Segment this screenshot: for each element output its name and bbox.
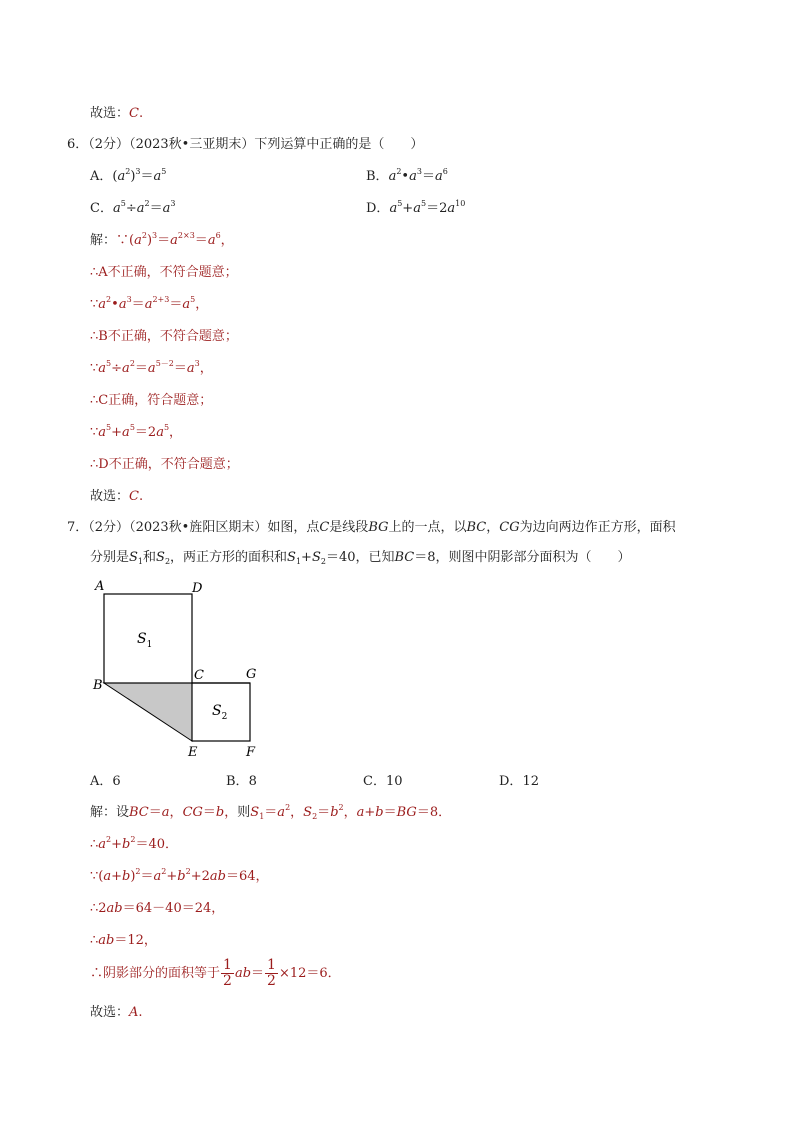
q7-solution-1: 解：设BC＝a，CG＝b，则$S_1=a^2$，$S_2=b^2$，a+b＝BG＝8．: [90, 803, 452, 821]
fraction-half: $\frac{1}{2}$: [267, 957, 276, 989]
q7-stem-line2: 分别是$S_1$和$S_2$，两正方形的面积和$S_1+S_2=40$，已知BC＝8，则图中阴影部分面积为（ ）: [90, 550, 631, 566]
q7-option-d: D．12: [499, 774, 539, 789]
q7-figure: [90, 574, 270, 764]
q6-option-b: B．$a^2•a^3=a^6$: [366, 167, 448, 184]
shaded-triangle: [104, 683, 192, 741]
q7-solution-3: $\because(a+b)^2=a^2+b^2+2ab=64$，: [90, 867, 269, 884]
label-b: B: [93, 678, 103, 693]
q6-solution-5: $\because a^5\div a^2=a^{5-2}=a^3$，: [90, 359, 213, 376]
label-s2: $S_2$: [212, 703, 228, 722]
label-g: G: [246, 667, 257, 682]
q7-option-a: A．6: [90, 774, 121, 789]
q6-solution-4: ∴B不正确，不符合题意；: [90, 329, 238, 344]
q6-solution-8: ∴D不正确，不符合题意；: [90, 457, 239, 472]
label-a: A: [95, 579, 105, 594]
q7-solution-4: ∴2ab＝64－40＝24，: [90, 901, 225, 916]
q7-solution-5: ∴ab＝12，: [90, 933, 157, 948]
q7-option-b: B．8: [226, 774, 257, 789]
q6-stem: 6．（2分）（2023秋•三亚期末）下列运算中正确的是（ ）: [67, 137, 424, 152]
q6-solution-6: ∴C正确，符合题意；: [90, 393, 213, 408]
label-s1: $S_1$: [137, 631, 153, 650]
label-c: C: [194, 668, 204, 683]
q7-solution-2: $\therefore a^2+b^2=40$．: [90, 835, 179, 852]
q6-option-c: C．$a^5\div a^2=a^3$: [90, 199, 176, 216]
q6-solution-2: ∴A不正确，不符合题意；: [90, 265, 238, 280]
q6-answer: 故选：C.: [90, 489, 144, 504]
square-s1: [104, 594, 192, 683]
label-e: E: [188, 745, 198, 760]
q5-answer: 故选：C.: [90, 106, 144, 121]
label-f: F: [246, 745, 256, 760]
q7-option-c: C．10: [363, 774, 403, 789]
q6-solution-1: 解：$\because(a^2)^3=a^{2\times 3}=a^6$，: [90, 231, 234, 248]
q7-answer: 故选：A.: [90, 1005, 143, 1020]
fraction-half: $\frac{1}{2}$: [223, 957, 232, 989]
q7-stem-line1: 7．（2分）（2023秋•旌阳区期末）如图，点C是线段BG上的一点，以BC，CG为边向两边作正方形，面积: [67, 520, 676, 535]
label-d: D: [192, 581, 203, 596]
q7-solution-6: ∴阴影部分的面积等于 $\frac{1}{2}$ ab＝ $\frac{1}{2}$ ×12＝6．: [90, 957, 341, 989]
q6-option-a: A．$(a^2)^3=a^5$: [90, 167, 167, 184]
q6-solution-7: $\because a^5+a^5=2a^5$，: [90, 423, 183, 440]
q6-option-d: D．$a^5+a^5=2a^{10}$: [366, 199, 466, 216]
q6-solution-3: $\because a^2•a^3=a^{2+3}=a^5$，: [90, 295, 209, 312]
